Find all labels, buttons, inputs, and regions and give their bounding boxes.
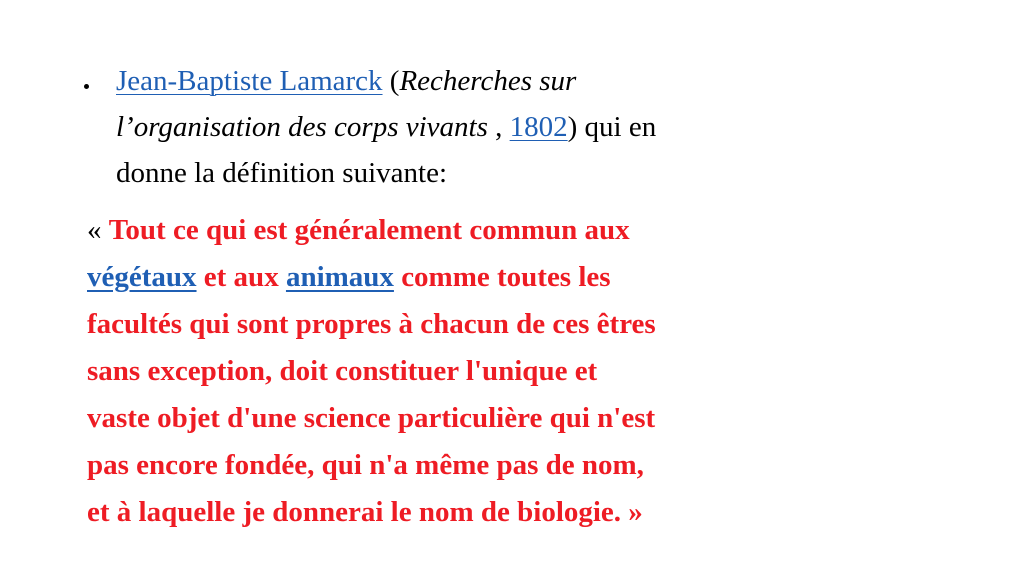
lamarck-link[interactable]: Jean-Baptiste Lamarck bbox=[116, 65, 383, 97]
after-year-text: ) qui en bbox=[567, 111, 657, 143]
quote-text-1: Tout ce qui est généralement commun aux bbox=[108, 214, 630, 246]
book-title-part1: Recherches sur bbox=[399, 65, 577, 97]
open-paren: ( bbox=[382, 65, 400, 97]
bullet-paragraph bbox=[116, 58, 776, 196]
quote-line-6: pas encore fondée, qui n'a même pas de nom, bbox=[87, 449, 644, 481]
year-1802-link[interactable]: 1802 bbox=[509, 111, 568, 143]
open-guillemet: « bbox=[87, 214, 109, 246]
quote-text-2a: et aux bbox=[196, 261, 286, 293]
quote-line-4: sans exception, doit constituer l'unique et bbox=[87, 355, 598, 387]
quote-text-2b: comme toutes les bbox=[393, 261, 611, 293]
vegetaux-link[interactable]: végétaux bbox=[87, 261, 197, 293]
quote-line-1 bbox=[87, 207, 777, 254]
comma: , bbox=[487, 111, 510, 143]
quote-line-3: facultés qui sont propres à chacun de ces êtres bbox=[87, 308, 656, 340]
bullet-line-1 bbox=[116, 58, 776, 104]
bullet-line-3: donne la définition suivante: bbox=[116, 157, 448, 189]
quote-paragraph bbox=[87, 207, 777, 536]
animaux-link[interactable]: animaux bbox=[285, 261, 394, 293]
bullet-line-2 bbox=[116, 104, 776, 150]
book-title-part2: l’organisation des corps vivants bbox=[116, 111, 488, 143]
bullet-dot-icon bbox=[84, 84, 89, 89]
quote-line-2 bbox=[87, 254, 777, 301]
quote-line-7: et à laquelle je donnerai le nom de biologie. » bbox=[87, 496, 643, 528]
quote-line-5: vaste objet d'une science particulière qui n'est bbox=[87, 402, 656, 434]
